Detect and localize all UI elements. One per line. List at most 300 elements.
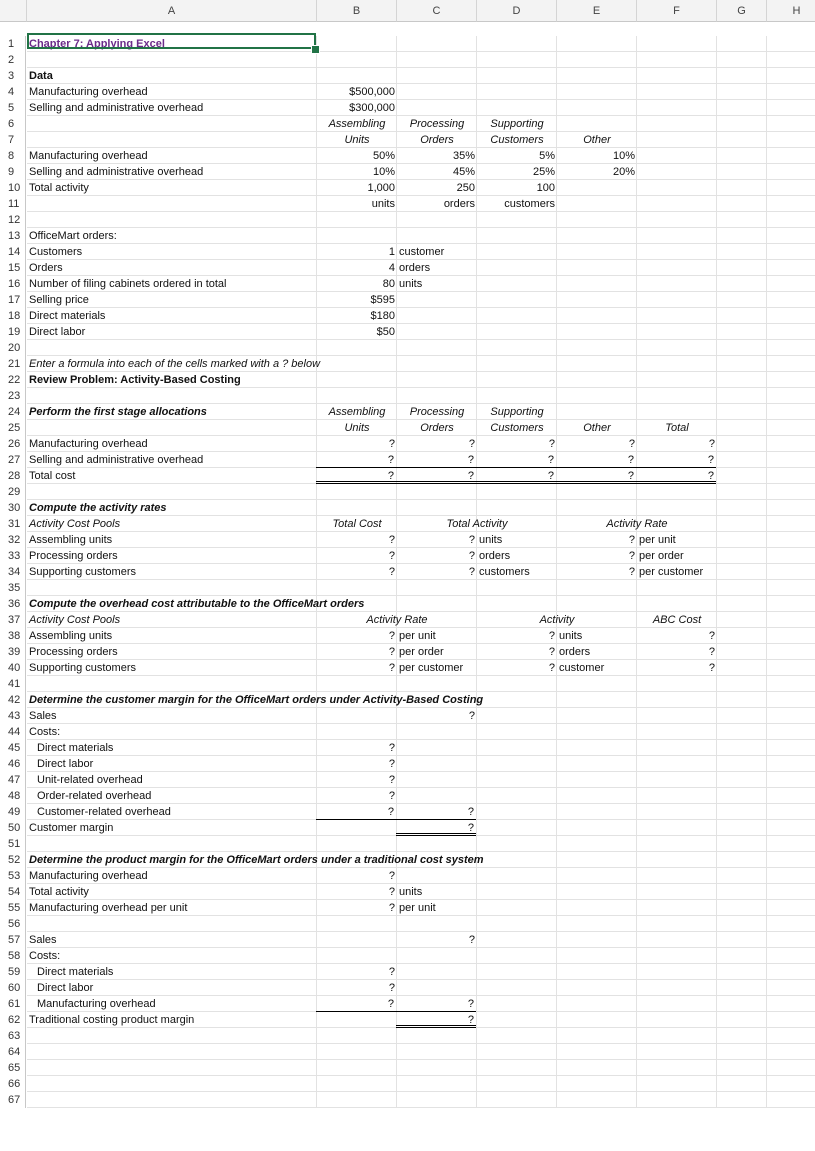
cell-c50[interactable]: ? (396, 820, 476, 836)
cell-c57[interactable]: ? (468, 934, 475, 946)
grid-cell[interactable] (317, 836, 397, 852)
cell-e28[interactable]: ? (556, 468, 636, 484)
grid-cell[interactable] (397, 212, 477, 228)
row-header-17[interactable]: 17 (0, 292, 26, 308)
cell-a22[interactable]: Review Problem: Activity-Based Costing (29, 374, 241, 386)
grid-cell[interactable] (477, 1076, 557, 1092)
grid-cell[interactable] (767, 740, 815, 756)
grid-cell[interactable] (717, 52, 767, 68)
cell-a14[interactable]: Customers (29, 246, 83, 258)
cell-a59[interactable]: Direct materials (37, 966, 114, 978)
grid-cell[interactable] (557, 52, 637, 68)
grid-cell[interactable] (717, 132, 767, 148)
cell-b49[interactable]: ? (316, 804, 396, 820)
cell-e25[interactable]: Other (583, 422, 611, 434)
cell-c38[interactable]: per unit (399, 630, 436, 642)
grid-cell[interactable] (717, 196, 767, 212)
grid-cell[interactable] (557, 340, 637, 356)
cell-a31[interactable]: Activity Cost Pools (29, 518, 121, 530)
grid-cell[interactable] (557, 836, 637, 852)
cell-c11[interactable]: orders (443, 198, 475, 210)
grid-cell[interactable] (27, 1028, 317, 1044)
row-header-21[interactable]: 21 (0, 356, 26, 372)
cell-b34[interactable]: ? (388, 566, 395, 578)
grid-cell[interactable] (717, 340, 767, 356)
grid-cell[interactable] (637, 212, 717, 228)
cell-d37[interactable]: Activity (539, 614, 575, 626)
cell-b7[interactable]: Units (344, 134, 370, 146)
grid-cell[interactable] (317, 388, 397, 404)
grid-cell[interactable] (27, 580, 317, 596)
grid-cell[interactable] (637, 1044, 717, 1060)
row-header-18[interactable]: 18 (0, 308, 26, 324)
row-header-5[interactable]: 5 (0, 100, 26, 116)
grid-cell[interactable] (477, 1092, 557, 1108)
cell-e33[interactable]: ? (628, 550, 635, 562)
grid-cell[interactable] (717, 1028, 767, 1044)
grid-cell[interactable] (767, 420, 815, 436)
cell-d27[interactable]: ? (476, 452, 556, 468)
cell-b60[interactable]: ? (388, 982, 395, 994)
grid-cell[interactable] (27, 52, 317, 68)
grid-cell[interactable] (557, 388, 637, 404)
grid-cell[interactable] (767, 1076, 815, 1092)
grid-cell[interactable] (767, 980, 815, 996)
cell-e32[interactable]: ? (628, 534, 635, 546)
cell-c39[interactable]: per order (399, 646, 444, 658)
cell-c49[interactable]: ? (396, 804, 476, 820)
grid-cell[interactable] (767, 132, 815, 148)
cell-a40[interactable]: Supporting customers (29, 662, 136, 674)
row-header-20[interactable]: 20 (0, 340, 26, 356)
grid-cell[interactable] (717, 1092, 767, 1108)
grid-cell[interactable] (767, 1012, 815, 1028)
cell-f34[interactable]: per customer (639, 566, 704, 578)
cell-a44[interactable]: Costs: (29, 726, 61, 738)
row-header-22[interactable]: 22 (0, 372, 26, 388)
row-header-30[interactable]: 30 (0, 500, 26, 516)
grid-cell[interactable] (637, 132, 717, 148)
grid-cell[interactable] (557, 116, 637, 132)
grid-cell[interactable] (767, 452, 815, 468)
cell-c9[interactable]: 45% (452, 166, 475, 178)
row-header-19[interactable]: 19 (0, 324, 26, 340)
grid-cell[interactable] (767, 964, 815, 980)
row-header-35[interactable]: 35 (0, 580, 26, 596)
cell-f40[interactable]: ? (708, 662, 715, 674)
grid-cell[interactable] (767, 276, 815, 292)
cell-b19[interactable]: $50 (376, 326, 395, 338)
row-header-8[interactable]: 8 (0, 148, 26, 164)
cell-e27[interactable]: ? (556, 452, 636, 468)
cell-a21[interactable]: Enter a formula into each of the cells marked with a ? below (29, 358, 321, 370)
cell-a54[interactable]: Total activity (29, 886, 89, 898)
cell-a10[interactable]: Total activity (29, 182, 89, 194)
grid-cell[interactable] (717, 1076, 767, 1092)
cell-c31[interactable]: Total Activity (446, 518, 508, 530)
cell-a17[interactable]: Selling price (29, 294, 89, 306)
grid-cell[interactable] (557, 916, 637, 932)
cell-a34[interactable]: Supporting customers (29, 566, 136, 578)
cell-a52[interactable]: Determine the product margin for the OfficeMart orders under a traditional cost system (29, 854, 484, 866)
cell-d10[interactable]: 100 (536, 182, 555, 194)
grid-cell[interactable] (717, 388, 767, 404)
cell-a46[interactable]: Direct labor (37, 758, 94, 770)
cell-f25[interactable]: Total (665, 422, 689, 434)
cell-d25[interactable]: Customers (490, 422, 544, 434)
grid-cell[interactable] (767, 644, 815, 660)
grid-cell[interactable] (767, 820, 815, 836)
grid-cell[interactable] (767, 324, 815, 340)
grid-cell[interactable] (397, 1076, 477, 1092)
row-header-28[interactable]: 28 (0, 468, 26, 484)
grid-cell[interactable] (767, 564, 815, 580)
row-header-1[interactable]: 1 (0, 36, 26, 52)
grid-cell[interactable] (557, 1092, 637, 1108)
grid-cell[interactable] (317, 916, 397, 932)
grid-cell[interactable] (637, 836, 717, 852)
cell-b59[interactable]: ? (388, 966, 395, 978)
grid-cell[interactable] (637, 484, 717, 500)
cell-d26[interactable]: ? (548, 438, 555, 450)
cell-b31[interactable]: Total Cost (332, 518, 382, 530)
grid-cell[interactable] (397, 340, 477, 356)
column-header-g[interactable]: G (717, 0, 767, 22)
grid-cell[interactable] (557, 1028, 637, 1044)
grid-cell[interactable] (767, 180, 815, 196)
cell-a55[interactable]: Manufacturing overhead per unit (29, 902, 188, 914)
grid-cell[interactable] (767, 1092, 815, 1108)
grid-cell[interactable] (557, 1044, 637, 1060)
cell-b53[interactable]: ? (388, 870, 395, 882)
grid-cell[interactable] (637, 52, 717, 68)
row-header-53[interactable]: 53 (0, 868, 26, 884)
cell-a28[interactable]: Total cost (29, 470, 76, 482)
grid-cell[interactable] (717, 116, 767, 132)
row-header-7[interactable]: 7 (0, 132, 26, 148)
row-header-47[interactable]: 47 (0, 772, 26, 788)
grid-cell[interactable] (767, 260, 815, 276)
grid-cell[interactable] (767, 628, 815, 644)
cell-a36[interactable]: Compute the overhead cost attributable to the OfficeMart orders (29, 598, 365, 610)
grid-cell[interactable] (477, 52, 557, 68)
grid-cell[interactable] (397, 1044, 477, 1060)
grid-cell[interactable] (717, 580, 767, 596)
grid-cell[interactable] (477, 580, 557, 596)
cell-b27[interactable]: ? (316, 452, 396, 468)
grid-cell[interactable] (717, 420, 767, 436)
grid-cell[interactable] (717, 1060, 767, 1076)
grid-cell[interactable] (767, 692, 815, 708)
grid-cell[interactable] (477, 388, 557, 404)
cell-a8[interactable]: Manufacturing overhead (29, 150, 148, 162)
grid-cell[interactable] (397, 388, 477, 404)
cell-c7[interactable]: Processing (409, 118, 465, 130)
grid-cell[interactable] (317, 340, 397, 356)
grid-cell[interactable] (767, 36, 815, 52)
grid-cell[interactable] (27, 1044, 317, 1060)
grid-cell[interactable] (767, 404, 815, 420)
row-header-34[interactable]: 34 (0, 564, 26, 580)
grid-cell[interactable] (557, 1076, 637, 1092)
grid-cell[interactable] (767, 852, 815, 868)
cell-d9[interactable]: 25% (532, 166, 555, 178)
grid-cell[interactable] (317, 1076, 397, 1092)
grid-cell[interactable] (477, 340, 557, 356)
grid-cell[interactable] (477, 1044, 557, 1060)
row-header-60[interactable]: 60 (0, 980, 26, 996)
cell-b46[interactable]: ? (388, 758, 395, 770)
cell-a43[interactable]: Sales (29, 710, 57, 722)
cell-c25[interactable]: Processing (409, 406, 465, 418)
row-header-66[interactable]: 66 (0, 1076, 26, 1092)
grid-cell[interactable] (767, 996, 815, 1012)
cell-a26[interactable]: Manufacturing overhead (29, 438, 148, 450)
grid-cell[interactable] (717, 836, 767, 852)
grid-cell[interactable] (397, 836, 477, 852)
cell-b18[interactable]: $180 (370, 310, 395, 322)
grid-cell[interactable] (27, 1092, 317, 1108)
cell-b39[interactable]: ? (388, 646, 395, 658)
row-header-2[interactable]: 2 (0, 52, 26, 68)
cell-a3[interactable]: Data (29, 70, 53, 82)
row-header-36[interactable]: 36 (0, 596, 26, 612)
cell-c40[interactable]: per customer (399, 662, 464, 674)
row-header-43[interactable]: 43 (0, 708, 26, 724)
column-header-a[interactable]: A (27, 0, 317, 22)
grid-cell[interactable] (27, 1060, 317, 1076)
cell-c61[interactable]: ? (396, 996, 476, 1012)
grid-cell[interactable] (767, 164, 815, 180)
grid-cell[interactable] (317, 52, 397, 68)
cell-f38[interactable]: ? (708, 630, 715, 642)
row-header-63[interactable]: 63 (0, 1028, 26, 1044)
grid-cell[interactable] (767, 836, 815, 852)
row-header-25[interactable]: 25 (0, 420, 26, 436)
grid-cell[interactable] (477, 676, 557, 692)
grid-cell[interactable] (767, 676, 815, 692)
grid-cell[interactable] (397, 916, 477, 932)
grid-cell[interactable] (637, 1028, 717, 1044)
cell-d25[interactable]: Supporting (490, 406, 544, 418)
cell-c32[interactable]: ? (468, 534, 475, 546)
row-header-29[interactable]: 29 (0, 484, 26, 500)
cell-a15[interactable]: Orders (29, 262, 63, 274)
grid-cell[interactable] (717, 676, 767, 692)
select-all-corner[interactable] (0, 0, 27, 22)
grid-cell[interactable] (317, 676, 397, 692)
row-header-45[interactable]: 45 (0, 740, 26, 756)
grid-cell[interactable] (27, 388, 317, 404)
cell-b25[interactable]: Assembling (328, 406, 386, 418)
fill-handle[interactable] (311, 45, 320, 54)
cell-a18[interactable]: Direct materials (29, 310, 106, 322)
grid-cell[interactable] (637, 916, 717, 932)
row-header-13[interactable]: 13 (0, 228, 26, 244)
cell-a61[interactable]: Manufacturing overhead (37, 998, 156, 1010)
cell-a32[interactable]: Assembling units (29, 534, 113, 546)
row-header-44[interactable]: 44 (0, 724, 26, 740)
cell-c26[interactable]: ? (468, 438, 475, 450)
column-header-d[interactable]: D (477, 0, 557, 22)
grid-cell[interactable] (767, 372, 815, 388)
cell-a4[interactable]: Manufacturing overhead (29, 86, 148, 98)
cell-b54[interactable]: ? (388, 886, 395, 898)
cell-a19[interactable]: Direct labor (29, 326, 86, 338)
grid-cell[interactable] (637, 580, 717, 596)
grid-cell[interactable] (767, 804, 815, 820)
cell-b15[interactable]: 4 (388, 262, 395, 274)
grid-cell[interactable] (767, 916, 815, 932)
grid-cell[interactable] (767, 932, 815, 948)
cell-a53[interactable]: Manufacturing overhead (29, 870, 148, 882)
row-header-50[interactable]: 50 (0, 820, 26, 836)
grid-cell[interactable] (477, 212, 557, 228)
grid-cell[interactable] (767, 436, 815, 452)
cell-d8[interactable]: 5% (539, 150, 555, 162)
grid-cell[interactable] (397, 580, 477, 596)
grid-cell[interactable] (27, 196, 317, 212)
cell-c55[interactable]: per unit (399, 902, 436, 914)
cell-b32[interactable]: ? (388, 534, 395, 546)
grid-cell[interactable] (767, 500, 815, 516)
cell-d7[interactable]: Customers (490, 134, 544, 146)
grid-cell[interactable] (637, 1076, 717, 1092)
cell-d38[interactable]: ? (548, 630, 555, 642)
grid-cell[interactable] (317, 1060, 397, 1076)
grid-cell[interactable] (767, 1060, 815, 1076)
row-header-10[interactable]: 10 (0, 180, 26, 196)
row-header-11[interactable]: 11 (0, 196, 26, 212)
cell-b37[interactable]: Activity Rate (366, 614, 428, 626)
row-header-27[interactable]: 27 (0, 452, 26, 468)
cell-a57[interactable]: Sales (29, 934, 57, 946)
row-header-26[interactable]: 26 (0, 436, 26, 452)
grid-cell[interactable] (767, 228, 815, 244)
row-header-39[interactable]: 39 (0, 644, 26, 660)
cell-c15[interactable]: orders (399, 262, 431, 274)
grid-cell[interactable] (27, 1076, 317, 1092)
row-header-67[interactable]: 67 (0, 1092, 26, 1108)
cell-a30[interactable]: Compute the activity rates (29, 502, 167, 514)
grid-cell[interactable] (767, 388, 815, 404)
grid-cell[interactable] (717, 212, 767, 228)
row-header-56[interactable]: 56 (0, 916, 26, 932)
row-header-61[interactable]: 61 (0, 996, 26, 1012)
grid-cell[interactable] (397, 1028, 477, 1044)
cell-c10[interactable]: 250 (456, 182, 475, 194)
grid-cell[interactable] (27, 420, 317, 436)
cell-f27[interactable]: ? (636, 452, 716, 468)
row-header-40[interactable]: 40 (0, 660, 26, 676)
cell-a16[interactable]: Number of filing cabinets ordered in total (29, 278, 227, 290)
grid-cell[interactable] (637, 340, 717, 356)
row-header-14[interactable]: 14 (0, 244, 26, 260)
grid-cell[interactable] (767, 356, 815, 372)
cell-f33[interactable]: per order (639, 550, 684, 562)
cell-c8[interactable]: 35% (452, 150, 475, 162)
grid-cell[interactable] (477, 1060, 557, 1076)
grid-cell[interactable] (557, 1060, 637, 1076)
grid-cell[interactable] (767, 756, 815, 772)
cell-b4[interactable]: $500,000 (349, 86, 395, 98)
grid-cell[interactable] (767, 292, 815, 308)
cell-e26[interactable]: ? (628, 438, 635, 450)
cell-c43[interactable]: ? (468, 710, 475, 722)
cell-a39[interactable]: Processing orders (29, 646, 118, 658)
cell-a42[interactable]: Determine the customer margin for the OfficeMart orders under Activity-Based Costing (29, 694, 484, 706)
grid-cell[interactable] (397, 1060, 477, 1076)
grid-cell[interactable] (27, 116, 317, 132)
cell-b47[interactable]: ? (388, 774, 395, 786)
row-header-31[interactable]: 31 (0, 516, 26, 532)
row-header-48[interactable]: 48 (0, 788, 26, 804)
cell-b17[interactable]: $595 (370, 294, 395, 306)
cell-d28[interactable]: ? (476, 468, 556, 484)
cell-a13[interactable]: OfficeMart orders: (29, 230, 117, 242)
grid-cell[interactable] (317, 1044, 397, 1060)
cell-b16[interactable]: 80 (382, 278, 395, 290)
cell-d34[interactable]: customers (479, 566, 530, 578)
grid-cell[interactable] (637, 196, 717, 212)
row-header-3[interactable]: 3 (0, 68, 26, 84)
cell-b25[interactable]: Units (344, 422, 370, 434)
grid-cell[interactable] (767, 900, 815, 916)
cell-a38[interactable]: Assembling units (29, 630, 113, 642)
row-header-49[interactable]: 49 (0, 804, 26, 820)
row-header-55[interactable]: 55 (0, 900, 26, 916)
cell-b28[interactable]: ? (316, 468, 396, 484)
grid-cell[interactable] (397, 484, 477, 500)
grid-cell[interactable] (767, 948, 815, 964)
grid-cell[interactable] (397, 1092, 477, 1108)
grid-cell[interactable] (317, 1092, 397, 1108)
cell-c25[interactable]: Orders (420, 422, 454, 434)
cell-c33[interactable]: ? (468, 550, 475, 562)
cell-a47[interactable]: Unit-related overhead (37, 774, 143, 786)
grid-cell[interactable] (477, 916, 557, 932)
grid-cell[interactable] (27, 836, 317, 852)
row-header-46[interactable]: 46 (0, 756, 26, 772)
grid-cell[interactable] (767, 548, 815, 564)
grid-cell[interactable] (27, 484, 317, 500)
cell-b8[interactable]: 50% (372, 150, 395, 162)
row-header-12[interactable]: 12 (0, 212, 26, 228)
grid-cell[interactable] (477, 836, 557, 852)
grid-cell[interactable] (767, 884, 815, 900)
cell-e34[interactable]: ? (628, 566, 635, 578)
grid-cell[interactable] (767, 788, 815, 804)
grid-cell[interactable] (27, 212, 317, 228)
cell-e7[interactable]: Other (583, 134, 611, 146)
grid-cell[interactable] (717, 484, 767, 500)
row-header-65[interactable]: 65 (0, 1060, 26, 1076)
cell-b38[interactable]: ? (388, 630, 395, 642)
row-header-59[interactable]: 59 (0, 964, 26, 980)
grid-cell[interactable] (477, 484, 557, 500)
cell-a60[interactable]: Direct labor (37, 982, 94, 994)
row-header-41[interactable]: 41 (0, 676, 26, 692)
row-header-32[interactable]: 32 (0, 532, 26, 548)
grid-cell[interactable] (767, 484, 815, 500)
cell-d40[interactable]: ? (548, 662, 555, 674)
cell-b45[interactable]: ? (388, 742, 395, 754)
cell-a50[interactable]: Customer margin (29, 822, 114, 834)
grid-cell[interactable] (767, 468, 815, 484)
cell-b14[interactable]: 1 (388, 246, 395, 258)
row-header-52[interactable]: 52 (0, 852, 26, 868)
grid-cell[interactable] (767, 772, 815, 788)
